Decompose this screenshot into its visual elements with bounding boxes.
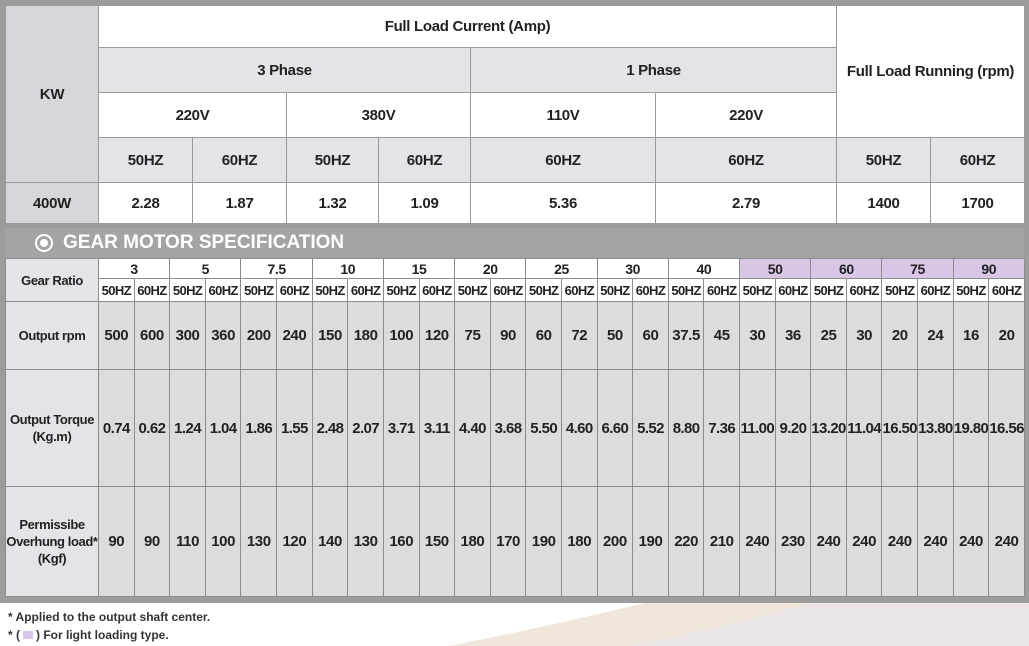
gear-ratio-cell: 50 — [740, 259, 811, 279]
table-cell: 160 — [383, 487, 419, 597]
table-cell: 150 — [312, 302, 348, 370]
freq-cell: 60HZ — [419, 279, 455, 302]
table-cell: 180 — [455, 487, 491, 597]
freq-header: 60HZ — [656, 138, 837, 183]
table-cell: 220 — [668, 487, 704, 597]
freq-cell: 50HZ — [241, 279, 277, 302]
table-cell: 120 — [277, 487, 313, 597]
freq-cell: 60HZ — [490, 279, 526, 302]
table-cell: 500 — [99, 302, 135, 370]
freq-cell: 50HZ — [455, 279, 491, 302]
footnotes — [8, 608, 210, 644]
table-cell: 90 — [490, 302, 526, 370]
table-cell: 240 — [740, 487, 776, 597]
freq-cell: 60HZ — [134, 279, 170, 302]
table-cell: 4.60 — [561, 370, 597, 487]
freq-cell: 60HZ — [561, 279, 597, 302]
table-cell: 11.04 — [846, 370, 882, 487]
table-cell: 30 — [846, 302, 882, 370]
freq-header: 60HZ — [379, 138, 471, 183]
gear-ratio-cell: 7.5 — [241, 259, 312, 279]
table-cell: 1.04 — [205, 370, 241, 487]
freq-cell: 60HZ — [633, 279, 669, 302]
table-cell: 13.80 — [918, 370, 954, 487]
table-row — [6, 370, 1025, 487]
table-cell: 200 — [241, 302, 277, 370]
table-cell: 2.48 — [312, 370, 348, 487]
table-cell: 360 — [205, 302, 241, 370]
freq-header: 60HZ — [193, 138, 287, 183]
freq-cell: 50HZ — [170, 279, 206, 302]
table-row — [6, 487, 1025, 597]
freq-cell: 50HZ — [383, 279, 419, 302]
freq-cell: 60HZ — [989, 279, 1025, 302]
freq-cell: 50HZ — [99, 279, 135, 302]
table-cell: 2.79 — [656, 183, 837, 224]
table-cell: 1.55 — [277, 370, 313, 487]
gear-ratio-cell: 60 — [811, 259, 882, 279]
table-cell: 180 — [348, 302, 384, 370]
table-cell: 200 — [597, 487, 633, 597]
footnote-prefix: * ( — [8, 628, 20, 642]
table-cell: 180 — [561, 487, 597, 597]
table-cell: 240 — [811, 487, 847, 597]
freq-cell: 60HZ — [704, 279, 740, 302]
table-row — [6, 302, 1025, 370]
freq-cell: 50HZ — [597, 279, 633, 302]
table-cell: 140 — [312, 487, 348, 597]
table-cell: 5.50 — [526, 370, 562, 487]
freq-cell: 50HZ — [953, 279, 989, 302]
table-cell: 3.68 — [490, 370, 526, 487]
flc-title: Full Load Current (Amp) — [99, 6, 837, 48]
table-cell: 100 — [205, 487, 241, 597]
freq-cell: 50HZ — [882, 279, 918, 302]
footnote-light-loading — [8, 626, 210, 644]
table-cell: 1400 — [837, 183, 931, 224]
light-loading-swatch — [23, 631, 33, 639]
table-cell: 16.50 — [882, 370, 918, 487]
table-cell: 240 — [918, 487, 954, 597]
voltage-header: 220V — [99, 93, 287, 138]
table-cell: 240 — [277, 302, 313, 370]
table-cell: 50 — [597, 302, 633, 370]
table-cell: 1700 — [931, 183, 1025, 224]
table-cell: 1.32 — [287, 183, 379, 224]
table-cell: 75 — [455, 302, 491, 370]
table-cell: 60 — [526, 302, 562, 370]
table-cell: 170 — [490, 487, 526, 597]
table-cell: 240 — [953, 487, 989, 597]
table-cell: 240 — [989, 487, 1025, 597]
table-cell: 6.60 — [597, 370, 633, 487]
table-cell: 16.56 — [989, 370, 1025, 487]
spec-title-bar — [5, 228, 1024, 258]
table-cell: 90 — [134, 487, 170, 597]
table-cell: 230 — [775, 487, 811, 597]
table-cell: 0.74 — [99, 370, 135, 487]
table-cell: 110 — [170, 487, 206, 597]
row-label: Output rpm — [6, 302, 99, 370]
one-phase-header: 1 Phase — [471, 48, 837, 93]
table-cell: 36 — [775, 302, 811, 370]
table-cell: 9.20 — [775, 370, 811, 487]
table-cell: 37.5 — [668, 302, 704, 370]
table-cell: 0.62 — [134, 370, 170, 487]
table-cell: 13.20 — [811, 370, 847, 487]
row-label: Permissibe Overhung load* (Kgf) — [6, 487, 99, 597]
table-cell: 72 — [561, 302, 597, 370]
table-cell: 7.36 — [704, 370, 740, 487]
gear-ratio-cell: 75 — [882, 259, 953, 279]
spec-title: GEAR MOTOR SPECIFICATION — [63, 232, 345, 253]
table-cell: 120 — [419, 302, 455, 370]
table-cell: 1.86 — [241, 370, 277, 487]
freq-cell: 60HZ — [918, 279, 954, 302]
freq-header: 50HZ — [837, 138, 931, 183]
gear-ratio-cell: 90 — [953, 259, 1024, 279]
freq-cell: 50HZ — [668, 279, 704, 302]
table-cell: 11.00 — [740, 370, 776, 487]
gear-ratio-cell: 10 — [312, 259, 383, 279]
table-cell: 150 — [419, 487, 455, 597]
voltage-header: 110V — [471, 93, 656, 138]
freq-header: 50HZ — [99, 138, 193, 183]
table-cell: 25 — [811, 302, 847, 370]
kw-value: 400W — [6, 183, 99, 224]
freq-cell: 60HZ — [277, 279, 313, 302]
table-cell: 1.24 — [170, 370, 206, 487]
freq-cell: 60HZ — [846, 279, 882, 302]
freq-cell: 50HZ — [312, 279, 348, 302]
table-cell: 16 — [953, 302, 989, 370]
freq-header: 50HZ — [287, 138, 379, 183]
table-cell: 19.80 — [953, 370, 989, 487]
table-cell: 130 — [348, 487, 384, 597]
table-cell: 30 — [740, 302, 776, 370]
freq-cell: 50HZ — [740, 279, 776, 302]
voltage-header: 220V — [656, 93, 837, 138]
table-cell: 45 — [704, 302, 740, 370]
table-cell: 5.36 — [471, 183, 656, 224]
table-cell: 5.52 — [633, 370, 669, 487]
three-phase-header: 3 Phase — [99, 48, 471, 93]
table-cell: 4.40 — [455, 370, 491, 487]
full-load-table — [5, 5, 1025, 224]
gear-ratio-cell: 30 — [597, 259, 668, 279]
table-cell: 1.87 — [193, 183, 287, 224]
gear-ratio-cell: 25 — [526, 259, 597, 279]
table-cell: 1.09 — [379, 183, 471, 224]
table-cell: 2.07 — [348, 370, 384, 487]
table-cell: 190 — [633, 487, 669, 597]
table-cell: 210 — [704, 487, 740, 597]
table-cell: 24 — [918, 302, 954, 370]
table-cell: 90 — [99, 487, 135, 597]
table-cell: 3.71 — [383, 370, 419, 487]
gear-spec-table — [5, 258, 1025, 597]
freq-cell: 50HZ — [811, 279, 847, 302]
gear-ratio-cell: 3 — [99, 259, 170, 279]
voltage-header: 380V — [287, 93, 471, 138]
gear-ratio-cell: 5 — [170, 259, 241, 279]
freq-cell: 50HZ — [526, 279, 562, 302]
freq-cell: 60HZ — [205, 279, 241, 302]
table-cell: 60 — [633, 302, 669, 370]
freq-cell: 60HZ — [348, 279, 384, 302]
gear-ratio-label: Gear Ratio — [6, 259, 99, 302]
table-cell: 600 — [134, 302, 170, 370]
freq-cell: 60HZ — [775, 279, 811, 302]
table-cell: 2.28 — [99, 183, 193, 224]
table-cell: 240 — [882, 487, 918, 597]
flr-title: Full Load Running (rpm) — [837, 6, 1025, 138]
table-cell: 20 — [989, 302, 1025, 370]
gear-ratio-cell: 20 — [455, 259, 526, 279]
table-cell: 240 — [846, 487, 882, 597]
footnote-suffix: ) For light loading type. — [36, 628, 169, 642]
table-cell: 20 — [882, 302, 918, 370]
freq-header: 60HZ — [471, 138, 656, 183]
radio-bullet-icon — [35, 234, 53, 252]
freq-header: 60HZ — [931, 138, 1025, 183]
table-cell: 300 — [170, 302, 206, 370]
table-cell: 100 — [383, 302, 419, 370]
gear-ratio-cell: 40 — [668, 259, 739, 279]
row-label: Output Torque (Kg.m) — [6, 370, 99, 487]
table-cell: 130 — [241, 487, 277, 597]
table-cell: 3.11 — [419, 370, 455, 487]
table-cell: 190 — [526, 487, 562, 597]
gear-ratio-cell: 15 — [383, 259, 454, 279]
table-cell: 8.80 — [668, 370, 704, 487]
footnote-shaft: * Applied to the output shaft center. — [8, 610, 211, 624]
kw-header: KW — [6, 6, 99, 183]
